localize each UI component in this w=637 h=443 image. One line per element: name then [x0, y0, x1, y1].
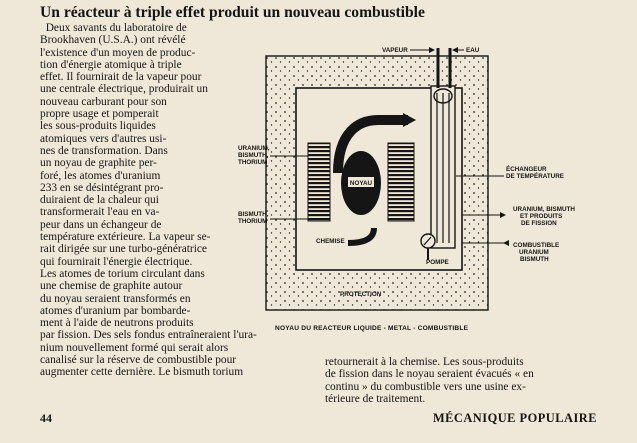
article-line: foré, les atomes d'uranium — [40, 169, 161, 182]
article-line: rait dirigée sur une turbo-génératrice — [40, 243, 207, 256]
article-line: nouveau carburant pour son — [40, 95, 167, 108]
article-line: duiraient de la chaleur qui — [40, 194, 159, 207]
reactor-diagram — [238, 38, 608, 338]
article-line: augmenter cette dernière. Le bismuth torium — [40, 366, 244, 379]
pompe-label: POMPE — [426, 259, 449, 266]
article-line: qui fournirait l'énergie électrique. — [40, 255, 193, 268]
bismuth-thorium-label: BISMUTH, THORIUM — [238, 211, 269, 225]
article-line: nium nouvellement formé qui serait alors — [40, 341, 229, 354]
article-line: 233 en se désintégrant pro- — [40, 181, 164, 194]
article-line: canalisé sur la réserve de combustible pour — [40, 354, 237, 367]
article-line: l'existence d'un moyen de produc- — [40, 46, 196, 59]
article-line: ment à l'aide de neutrons produits — [40, 317, 194, 330]
article-title: Un réacteur à triple effet produit un nouveau combustible — [40, 4, 425, 21]
noyau-label: NOYAU — [349, 180, 373, 187]
protection-label: PROTECTION — [340, 291, 382, 298]
article-line: peur dans un échangeur de — [40, 218, 162, 231]
diagram-caption: NOYAU DU REACTEUR LIQUIDE - METAL - COMBUSTIBLE — [275, 325, 469, 332]
article-column-1 — [40, 22, 257, 379]
article-line: les sous-produits liquides — [40, 120, 156, 133]
combustible-label: COMBUSTIBLE URANIUM BISMUTH — [513, 242, 560, 263]
article-line: tion d'énergie atomique à triple — [40, 58, 182, 71]
page-number: 44 — [40, 411, 52, 425]
article-line: transformerait l'eau en va- — [40, 206, 160, 219]
article-line: atomes d'uranium par bombarde- — [40, 304, 191, 317]
chemise-right — [388, 143, 414, 221]
article-line: propre usage et pomperait — [40, 108, 159, 121]
article-line: effet. Il fournirait de la vapeur pour — [40, 71, 202, 84]
produits-fission-label: URANIUM, BISMUTH ET PRODUITS DE FISSION — [513, 206, 575, 227]
article-line: continu » du combustible vers une usine ex- — [325, 380, 526, 393]
chemise-left — [308, 143, 330, 221]
uranium-bismuth-thorium-label: URANIUM, BISMUTH, THORIUM — [238, 145, 270, 166]
article-line: température extérieure. La vapeur se- — [40, 231, 211, 244]
reactor-diagram-svg — [238, 38, 608, 338]
eau-label: EAU — [466, 47, 480, 54]
article-line: Les atomes de torium circulant dans — [40, 267, 205, 280]
echangeur-label: ÉCHANGEUR DE TEMPÉRATURE — [506, 166, 564, 180]
article-line: par fission. Des sels fondus entraîneraient l'ura- — [40, 329, 257, 342]
chemise-label: CHEMISE — [316, 238, 345, 245]
article-line: un noyau de graphite per- — [40, 157, 157, 170]
article-line: une centrale électrique, produirait un — [40, 83, 208, 96]
article-line: Brookhaven (U.S.A.) ont révélé — [40, 34, 186, 47]
article-line: retournerait à la chemise. Les sous-produits — [325, 356, 524, 368]
magazine-name: MÉCANIQUE POPULAIRE — [432, 411, 597, 425]
vapeur-label: VAPEUR — [382, 47, 408, 54]
article-line: de fission dans le noyau seraient évacués « en — [325, 368, 534, 381]
article-line: une chemise de graphite autour — [40, 280, 183, 293]
article-line: nes de transformation. Dans — [40, 144, 168, 157]
article-line: Deux savants du laboratoire de — [40, 22, 187, 34]
article-line: du noyau seraient transformés en — [40, 292, 191, 305]
article-column-2 — [325, 356, 534, 405]
article-line: térieure de traitement. — [325, 392, 426, 405]
article-line: atomiques vers d'autres usi- — [40, 132, 167, 145]
